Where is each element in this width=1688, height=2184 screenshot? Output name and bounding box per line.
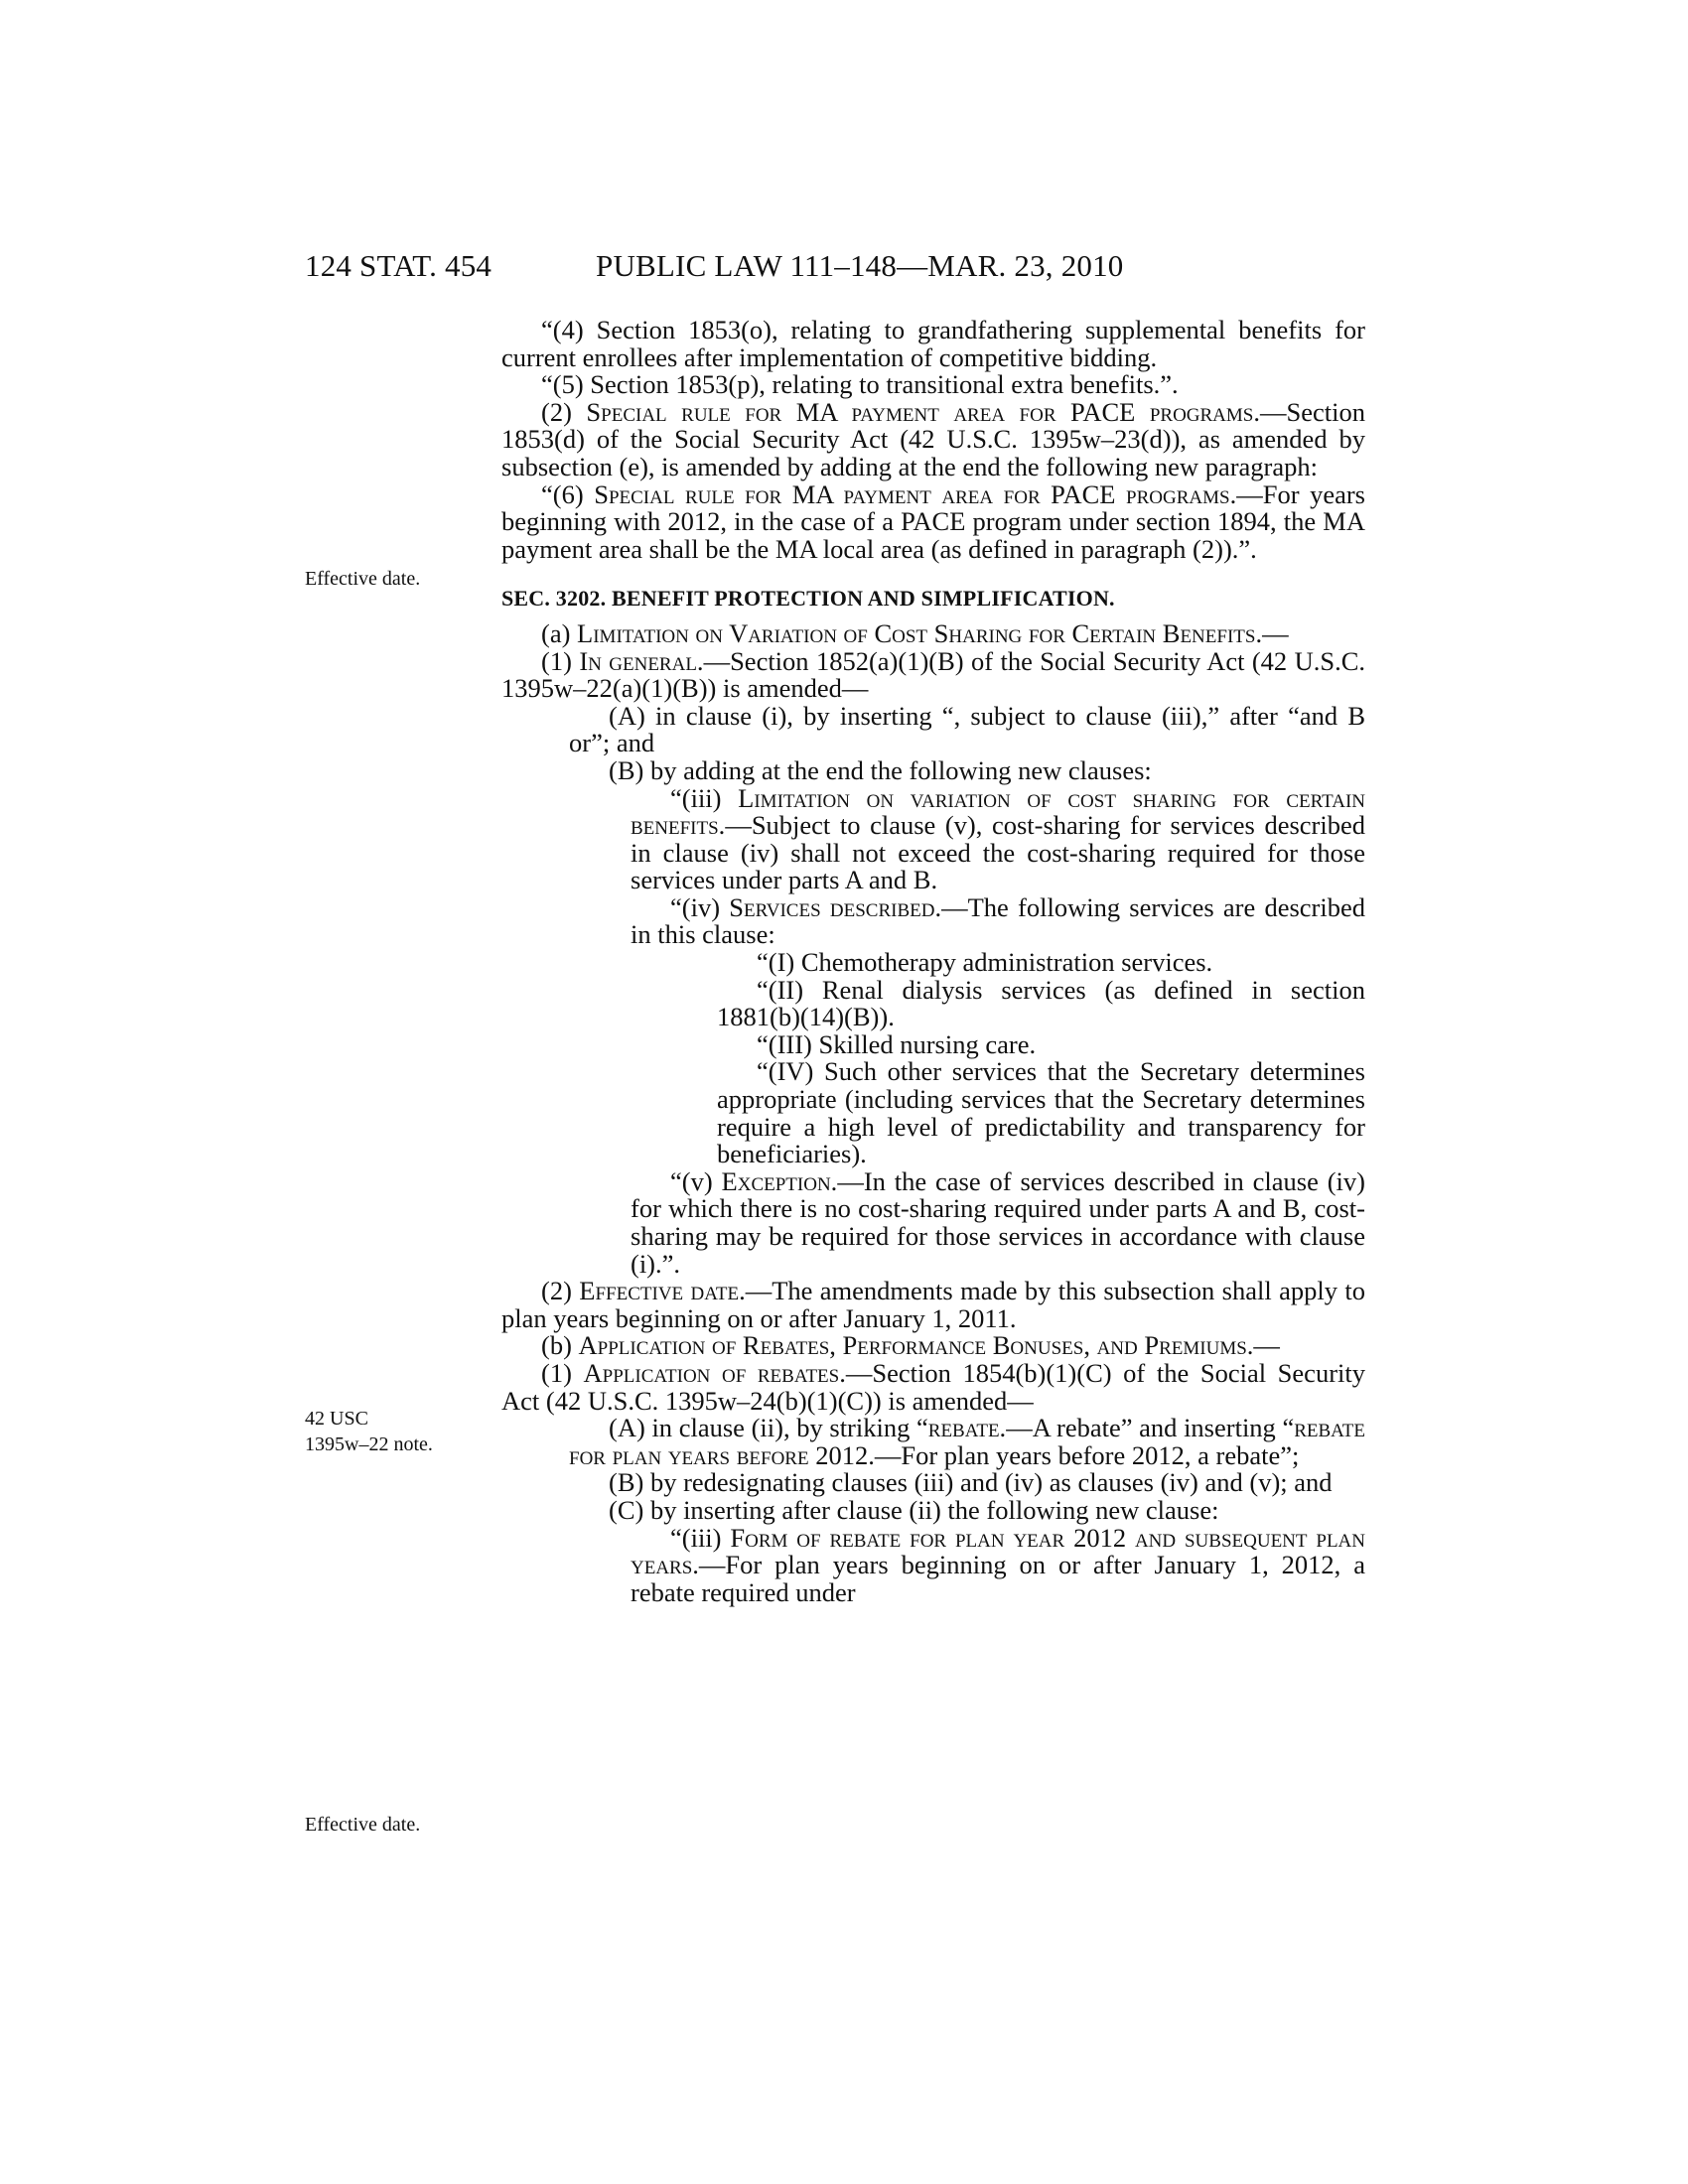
- clause-number: “(iv): [670, 891, 730, 922]
- text-run-small-caps: rebate.: [927, 1413, 1007, 1443]
- text-run-small-caps: rebate for plan years before 2012.: [569, 1413, 1366, 1470]
- margin-note-effective-date: Effective date.: [305, 568, 421, 590]
- paragraph-heading: Special rule for MA payment area for PACE programs.: [586, 396, 1260, 427]
- clause-text: —In the case of services described in clause (iv) for which there is no cost-sharing required under parts A and B, cost-sharing may be required for those services in accordance with clause (i).”.: [631, 1165, 1365, 1279]
- subsection-number: (a): [541, 617, 578, 648]
- clause-number: “(iii): [670, 782, 739, 813]
- paragraph-heading: Effective date.: [579, 1276, 746, 1306]
- paragraph-text: —The amendments made by this subsection shall apply to plan years beginning on or after January 1, 2011.: [501, 1276, 1365, 1333]
- paragraph-number: (1): [541, 645, 580, 676]
- subsection-a: [501, 617, 1365, 648]
- subparagraph-a-B: (B) by adding at the end the following new clauses:: [609, 754, 1152, 785]
- text-run: (A) in clause (ii), by striking “: [609, 1413, 928, 1443]
- paragraph-b1: [462, 1357, 1365, 1416]
- paragraph-heading: Application of rebates.: [583, 1357, 846, 1388]
- clause-v: [462, 1165, 1365, 1279]
- clause-heading: Form of rebate for plan year 2012 and subsequent plan years.: [631, 1522, 1366, 1580]
- clause-number: “(v): [670, 1165, 722, 1196]
- clause-heading: Exception.: [721, 1165, 838, 1196]
- subparagraph-b-B: (B) by redesignating clauses (iii) and (iv) as clauses (iv) and (v); and: [609, 1467, 1333, 1498]
- document-body: [501, 317, 1365, 1606]
- subparagraph-a-A: (A) in clause (i), by inserting “, subject to clause (iii),” after “and B or”; and: [569, 700, 1365, 758]
- paragraph-text: —For years beginning with 2012, in the case of a PACE program under section 1894, the MA payment area shall be the MA local area (as defined in paragraph (2)).”.: [501, 478, 1365, 564]
- subclause-I: “(I) Chemotherapy administration services.: [757, 947, 1213, 978]
- margin-note-effective-date-2: Effective date.: [305, 1814, 421, 1836]
- stat-citation: 124 STAT. 454: [305, 248, 492, 283]
- clause-iv: [462, 891, 1366, 950]
- paragraph-text: —Section 1854(b)(1)(C) of the Social Security Act (42 U.S.C. 1395w–24(b)(1)(C)) is amended—: [501, 1357, 1365, 1416]
- paragraph-4: “(4) Section 1853(o), relating to grandfathering supplemental benefits for current enrollees after implementation of competitive bidding.: [501, 315, 1365, 372]
- paragraph-number: “(6): [541, 478, 595, 509]
- clause-iii: [462, 782, 1366, 895]
- clause-heading: Services described.: [729, 891, 942, 922]
- paragraph-a2: [501, 1278, 1365, 1332]
- section-heading: SEC. 3202. BENEFIT PROTECTION AND SIMPLIFICATION.: [501, 586, 1115, 612]
- subparagraph-b-A: [462, 1415, 1365, 1469]
- paragraph-number: (2): [541, 396, 587, 427]
- paragraph-number: (2): [541, 1276, 580, 1306]
- clause-number: “(iii): [670, 1522, 731, 1553]
- clause-text: —Subject to clause (v), cost-sharing for services described in clause (iv) shall not exceed the cost-sharing required for those services under parts A and B.: [631, 810, 1365, 895]
- subsection-text: —: [1253, 1330, 1280, 1361]
- paragraph-2-pace: [501, 396, 1365, 481]
- clause-b-iii: [462, 1522, 1366, 1607]
- clause-heading: Limitation on variation of cost sharing for certain benefits.: [631, 782, 1366, 841]
- paragraph-heading: In general.: [579, 645, 704, 676]
- subclause-IV: “(IV) Such other services that the Secretary determines appropriate (including services that the Secretary determines require a high level of predictability and transparency for beneficiaries).: [717, 1056, 1365, 1169]
- paragraph-heading: Special rule for MA payment area for PACE programs.: [594, 478, 1237, 509]
- subsection-number: (b): [541, 1330, 579, 1361]
- paragraph-text: —Section 1852(a)(1)(B) of the Social Security Act (42 U.S.C. 1395w–22(a)(1)(B)) is amended—: [501, 645, 1366, 704]
- subsection-heading: Limitation on Variation of Cost Sharing for Certain Benefits.: [577, 617, 1263, 648]
- subparagraph-b-C: (C) by inserting after clause (ii) the following new clause:: [609, 1494, 1219, 1525]
- subsection-text: —: [1262, 617, 1289, 648]
- clause-text: —The following services are described in this clause:: [631, 891, 1366, 950]
- paragraph-text: —Section 1853(d) of the Social Security Act (42 U.S.C. 1395w–23(d)), as amended by subsection (e), is amended by adding at the end the following new paragraph:: [501, 396, 1365, 481]
- subsection-b: [501, 1332, 1365, 1360]
- margin-note-usc-line2: 1395w–22 note.: [305, 1433, 433, 1455]
- text-run: —A rebate” and inserting “: [1006, 1413, 1295, 1443]
- margin-note-usc-line1: 42 USC: [305, 1408, 368, 1430]
- running-header-title: PUBLIC LAW 111–148—MAR. 23, 2010: [596, 248, 1124, 283]
- paragraph-a1: [462, 645, 1366, 704]
- clause-text: —For plan years beginning on or after January 1, 2012, a rebate required under: [631, 1550, 1365, 1607]
- subclause-II: “(II) Renal dialysis services (as defined in section 1881(b)(14)(B)).: [717, 974, 1365, 1032]
- text-run: —For plan years before 2012, a rebate”;: [874, 1439, 1300, 1470]
- subclause-III: “(III) Skilled nursing care.: [757, 1028, 1037, 1059]
- subsection-heading: Application of Rebates, Performance Bonuses, and Premiums.: [578, 1330, 1254, 1361]
- paragraph-6-pace: [501, 478, 1365, 564]
- paragraph-5: “(5) Section 1853(p), relating to transitional extra benefits.”.: [541, 369, 1179, 400]
- paragraph-number: (1): [541, 1357, 584, 1388]
